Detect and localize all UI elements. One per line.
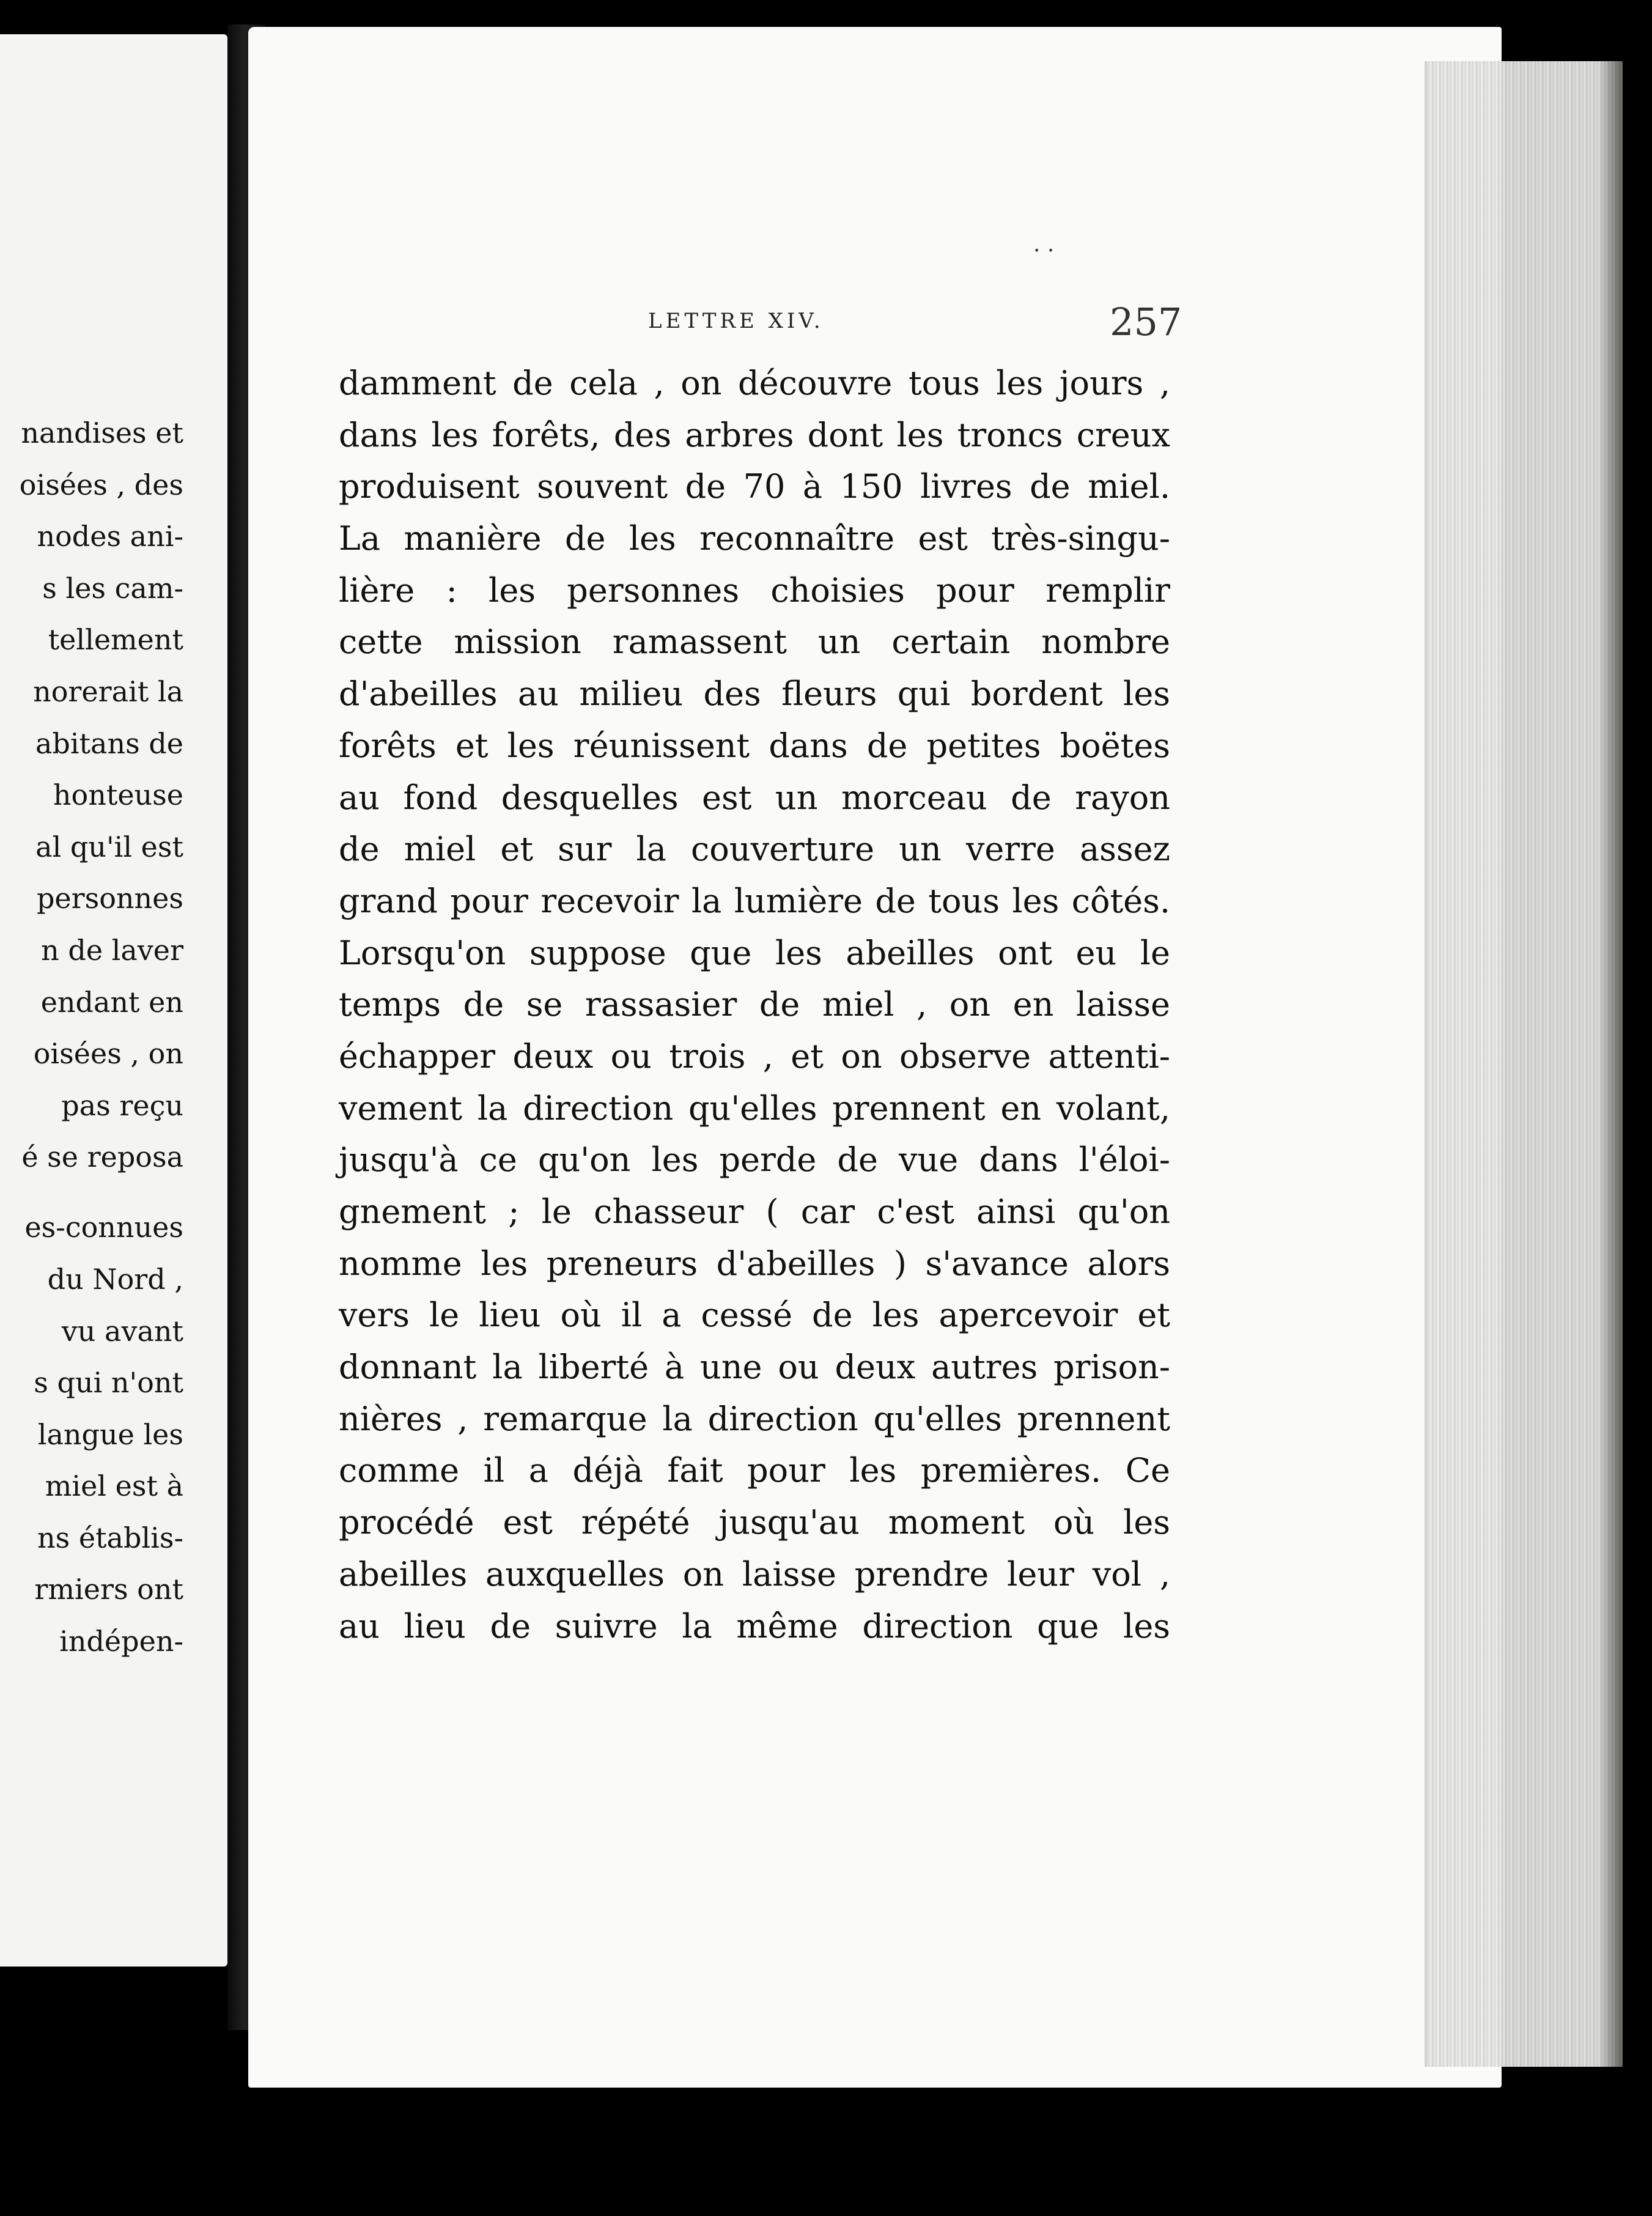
left-text-line: endant en [40, 985, 183, 1019]
body-text [339, 358, 1170, 1652]
body-text-line: vement la direction qu'elles prennent en volant, [339, 1088, 1170, 1128]
body-text-line: nières , remarque la direction qu'elles prennent [339, 1399, 1170, 1438]
body-text-line: lière : les personnes choisies pour remplir [339, 571, 1170, 610]
body-text-line: d'abeilles au milieu des fleurs qui bordent les [339, 674, 1170, 714]
body-text-line: jusqu'à ce qu'on les perde de vue dans l'éloi- [339, 1140, 1170, 1180]
body-text-line: forêts et les réunissent dans de petites boëtes [339, 726, 1170, 765]
left-text-line: al qu'il est [35, 830, 183, 863]
left-text-line: honteuse [53, 778, 183, 812]
body-text-line: gnement ; le chasseur ( car c'est ainsi qu'on [339, 1192, 1170, 1231]
left-text-line: norerait la [33, 674, 183, 708]
print-specks: · · [1033, 238, 1055, 264]
left-text-line: indépen- [59, 1625, 183, 1658]
left-text-line: n de laver [41, 933, 183, 967]
left-text-line: nandises et [21, 416, 183, 449]
running-head: LETTRE XIV. [648, 309, 824, 333]
left-text-line: é se reposa [21, 1140, 183, 1174]
left-text-line: pas reçu [61, 1088, 183, 1122]
body-text-line: La manière de les reconnaître est très-singu- [339, 519, 1170, 558]
body-text-line: grand pour recevoir la lumière de tous les côtés. [339, 881, 1170, 920]
body-text-line: dans les forêts, des arbres dont les troncs creux [339, 415, 1170, 454]
body-text-line: produisent souvent de 70 à 150 livres de miel. [339, 467, 1170, 506]
body-text-line: procédé est répété jusqu'au moment où les [339, 1503, 1170, 1542]
body-text-line: au lieu de suivre la même direction que les [339, 1606, 1170, 1645]
left-text-line: langue les [37, 1417, 183, 1451]
body-text-line: nomme les preneurs d'abeilles ) s'avance alors [339, 1244, 1170, 1283]
page-edges [1425, 61, 1623, 2067]
left-text-line: s les cam- [42, 571, 183, 605]
left-text-line: oisées , des [19, 468, 183, 501]
left-text-line: s qui n'ont [34, 1366, 183, 1400]
left-text-line: nodes ani- [37, 520, 183, 553]
left-text-line: tellement [48, 623, 183, 657]
body-text-line: damment de cela , on découvre tous les jours , [339, 364, 1170, 402]
body-text-line: échapper deux ou trois , et on observe attenti- [339, 1036, 1170, 1076]
left-text-line: vu avant [61, 1314, 183, 1348]
body-text-line: temps de se rassasier de miel , on en laisse [339, 985, 1170, 1024]
left-text-line: ns établis- [37, 1521, 183, 1554]
left-text-line: es-connues [24, 1211, 183, 1244]
body-text-line: comme il a déjà fait pour les premières. Ce [339, 1451, 1170, 1490]
body-text-line: vers le lieu où il a cessé de les apercevoir et [339, 1296, 1170, 1335]
left-text-line: abitans de [35, 726, 183, 760]
left-text-line: du Nord , [47, 1262, 183, 1296]
left-page-text [0, 407, 183, 1668]
page-number: 257 [1110, 300, 1182, 344]
left-page [0, 34, 227, 1967]
left-text-line: rmiers ont [34, 1573, 183, 1606]
left-text-line: personnes [36, 882, 183, 915]
left-text-line: oisées , on [33, 1037, 183, 1071]
body-text-line: cette mission ramassent un certain nombre [339, 622, 1170, 662]
body-text-line: au fond desquelles est un morceau de rayon [339, 778, 1170, 817]
body-text-line: donnant la liberté à une ou deux autres prison- [339, 1348, 1170, 1387]
left-text-line: miel est à [45, 1469, 183, 1503]
body-text-line: Lorsqu'on suppose que les abeilles ont eu le [339, 933, 1170, 972]
body-text-line: de miel et sur la couverture un verre assez [339, 830, 1170, 869]
body-text-line: abeilles auxquelles on laisse prendre leur vol , [339, 1554, 1170, 1594]
